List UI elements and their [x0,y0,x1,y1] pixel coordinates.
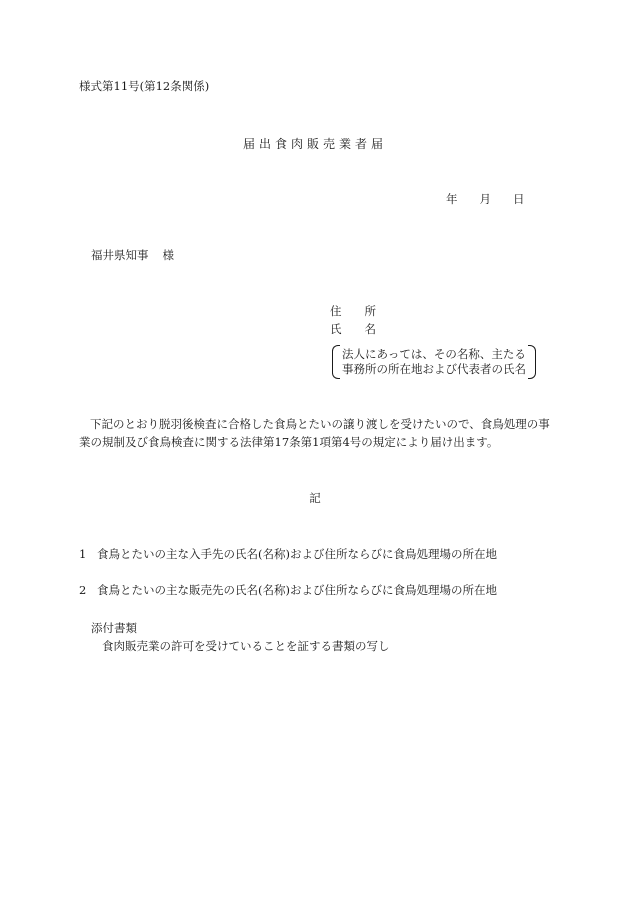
corporation-note [332,345,536,379]
item-number: 1 [79,547,87,561]
right-bracket [528,345,536,379]
list-item [79,585,497,597]
page-title: 届出食肉販売業者届 [242,137,387,151]
corporation-note-line: 法人にあっては、その名称、主たる [342,347,526,361]
date-line [446,194,525,206]
date-year: 年 [446,192,458,206]
corporation-note-line: 事務所の所在地および代表者の氏名 [342,362,526,376]
date-month: 月 [479,192,491,206]
attachments-title: 添付書類 [91,621,137,635]
item-text: 食鳥とたいの主な入手先の氏名(名称)および住所ならびに食鳥処理場の所在地 [97,547,497,561]
body-paragraph-text: 下記のとおり脱羽後検査に合格した食鳥とたいの譲り渡しを受けたいので、食鳥処理の事業の規制及び食鳥検査に関する法律第17条第1項第4号の規定により届け出ます。 [79,417,550,449]
left-bracket [332,345,340,379]
item-number: 2 [79,583,87,597]
address-field [330,306,376,318]
ki-heading: 記 [309,491,321,505]
attachment-item: 食肉販売業の許可を受けていることを証する書類の写し [102,639,390,653]
address-label: 住 所 [330,304,376,318]
list-item [79,549,497,561]
item-text: 食鳥とたいの主な販売先の氏名(名称)および住所ならびに食鳥処理場の所在地 [97,583,497,597]
name-label: 氏 名 [330,322,376,336]
addressee-honorific: 様 [162,248,174,262]
name-field [330,324,376,336]
body-paragraph [79,415,559,451]
addressee [91,250,174,262]
date-day: 日 [513,192,525,206]
addressee-name: 福井県知事 [91,248,149,262]
form-number: 様式第11号(第12条関係) [79,79,210,93]
